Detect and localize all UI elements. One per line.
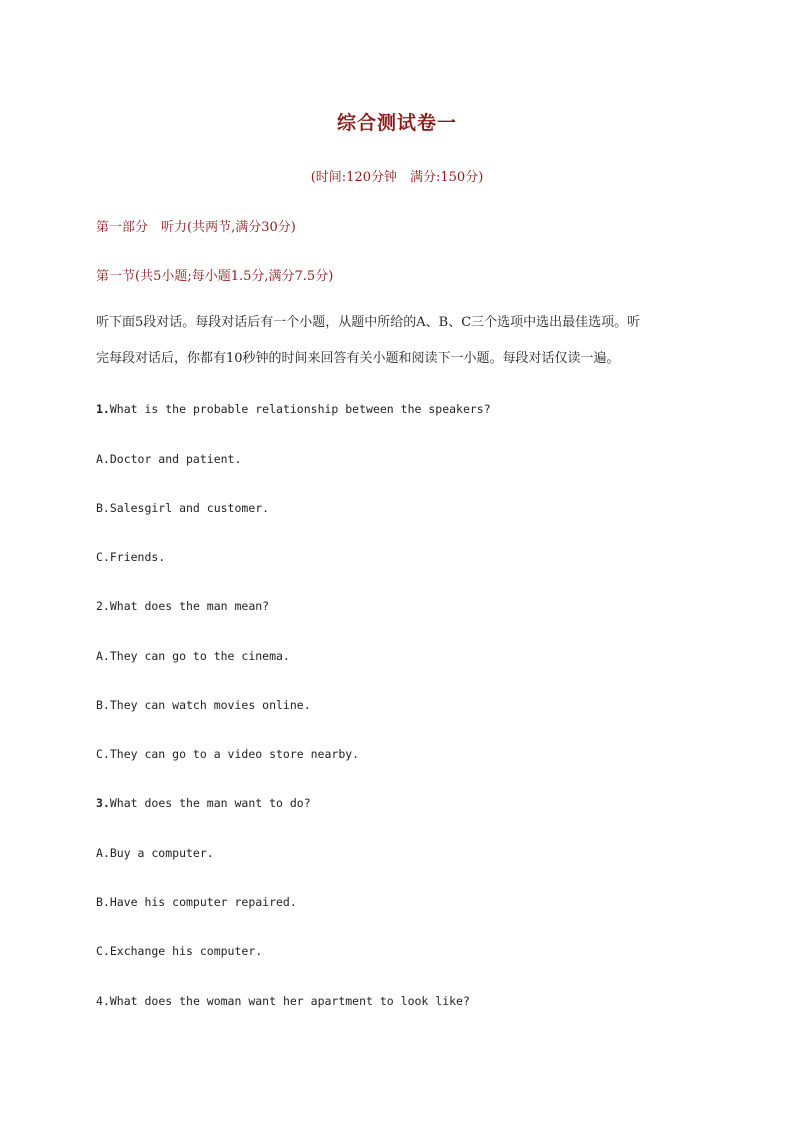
question-number: 4. xyxy=(96,994,110,1008)
question-text: What does the man want to do? xyxy=(109,796,311,810)
instructions-line-1: 听下面5段对话。每段对话后有一个小题，从题中所给的A、B、C三个选项中选出最佳选项。听 xyxy=(96,315,641,330)
section-heading: 第一节(共5小题;每小题1.5分,满分7.5分) xyxy=(96,269,334,284)
question-2-option-a: A.They can go to the cinema. xyxy=(96,649,290,663)
question-1-option-b: B.Salesgirl and customer. xyxy=(96,501,270,515)
question-3-option-b: B.Have his computer repaired. xyxy=(96,895,297,909)
question-number: 2. xyxy=(96,599,110,613)
question-2-option-c: C.They can go to a video store nearby. xyxy=(96,747,360,761)
question-3-option-a: A.Buy a computer. xyxy=(96,846,214,860)
instructions-line-2: 完每段对话后，你都有10秒钟的时间来回答有关小题和阅读下一小题。每段对话仅读一遍。 xyxy=(96,351,620,366)
question-text: What is the probable relationship between the speakers? xyxy=(109,402,491,416)
question-number: 1. xyxy=(96,402,110,416)
instructions xyxy=(96,305,696,377)
exam-subtitle: (时间:120分钟 满分:150分) xyxy=(310,170,484,185)
question-2-option-b: B.They can watch movies online. xyxy=(96,698,311,712)
exam-title: 综合测试卷一 xyxy=(336,112,457,134)
part-heading: 第一部分 听力(共两节,满分30分) xyxy=(96,220,296,235)
question-3-option-c: C.Exchange his computer. xyxy=(96,944,263,958)
question-4 xyxy=(96,994,470,1008)
question-2 xyxy=(96,599,269,613)
question-3 xyxy=(96,796,311,810)
question-1-option-a: A.Doctor and patient. xyxy=(96,452,242,466)
question-1 xyxy=(96,402,491,416)
question-number: 3. xyxy=(96,796,110,810)
question-text: What does the man mean? xyxy=(109,599,270,613)
question-1-option-c: C.Friends. xyxy=(96,550,166,564)
question-text: What does the woman want her apartment to look like? xyxy=(109,994,470,1008)
